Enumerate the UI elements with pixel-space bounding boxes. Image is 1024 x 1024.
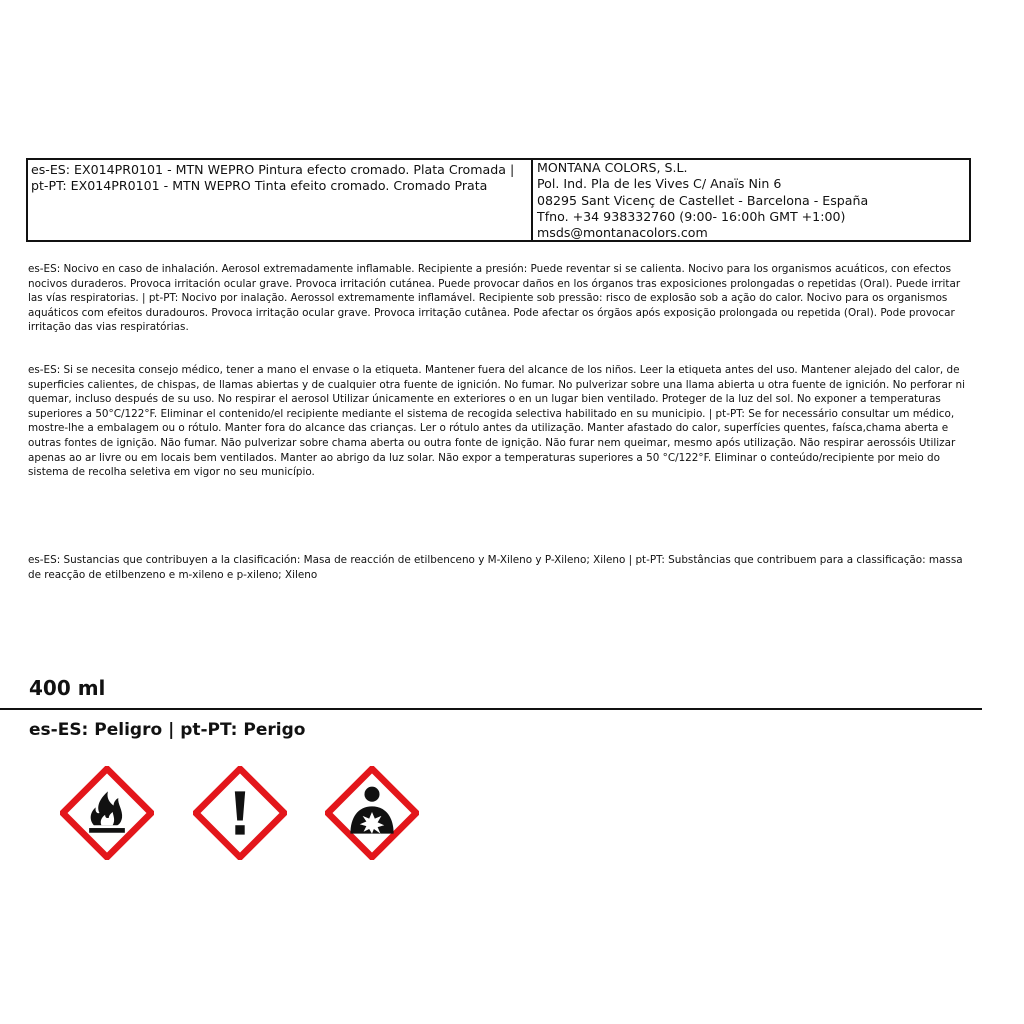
substances-contributing: es-ES: Sustancias que contribuyen a la clasificación: Masa de reacción de etilbenceno y M-Xileno y P-Xileno; Xileno | pt-PT: Substâncias que contribuem para a classificação: massa de reacção de etilbenzeno e m-xileno e p-xileno; Xileno: [28, 554, 963, 581]
hazard-statements: es-ES: Nocivo en caso de inhalación. Aerosol extremadamente inflamable. Recipiente a presión: Puede reventar si se calienta. Nocivo para los organismos acuáticos, con efectos nocivos duraderos. Provoca irritación ocular grave. Provoca irritación cutánea. Puede provocar daños en los órganos tras exposiciones prolongadas o repetidas (Oral). Puede irritar las vías respiratorias. | pt-PT: Nocivo por inalação. Aerossol extremamente inflamável. Recipiente sob pressão: risco de explosão sob a ação do calor. Nocivo para os organismos aquáticos com efeitos duradouros. Provoca irritação ocular grave. Provoca irritação cutânea. Pode afectar os órgãos após exposição prolongada ou repetida (Oral). Pode provocar irritação das vias respiratórias.: [28, 263, 961, 334]
divider: [0, 708, 982, 710]
company-email: msds@montanacolors.com: [537, 225, 708, 241]
company-address-line-2: 08295 Sant Vicenç de Castellet - Barcelona - España: [537, 192, 869, 208]
product-info-table: [26, 158, 971, 242]
exclamation-mark-icon: [193, 766, 287, 860]
signal-word: es-ES: Peligro | pt-PT: Perigo: [29, 720, 306, 740]
health-hazard-icon: [325, 766, 419, 860]
company-name: MONTANA COLORS, S.L.: [537, 160, 688, 175]
company-address-line-1: Pol. Ind. Pla de les Vives C/ Anaïs Nin 6: [537, 176, 782, 192]
product-description: es-ES: EX014PR0101 - MTN WEPRO Pintura efecto cromado. Plata Cromada | pt-PT: EX014PR0101 - MTN WEPRO Tinta efeito cromado. Cromado Prata: [28, 160, 533, 240]
supplier-info: [533, 160, 969, 240]
precautionary-statements: es-ES: Si se necesita consejo médico, tener a mano el envase o la etiqueta. Mantener fuera del alcance de los niños. Leer la etiqueta antes del uso. Mantener alejado del calor, de superficies calientes, de chispas, de llamas abiertas y de cualquier otra fuente de ignición. No fumar. No pulverizar sobre una llama abierta u otra fuente de ignición. No perforar ni quemar, incluso después de su uso. No respirar el aerosol Utilizar únicamente en exteriores o en un lugar bien ventilado. Proteger de la luz del sol. No exponer a temperaturas superiores a 50°C/122°F. Eliminar el contenido/el recipiente mediante el sistema de recogida selectiva habilitado en su municipio. | pt-PT: Se for necessário consultar um médico, mostre-lhe a embalagem ou o rótulo. Manter fora do alcance das crianças. Ler o rótulo antes da utilização. Manter afastado do calor, superfícies quentes, faísca,chama aberta e outras fontes de ignição. Não fumar. Não pulverizar sobre chama aberta ou outra fonte de ignição. Não furar nem queimar, mesmo após utilização. Não respirar aerossóis Utilizar apenas ao ar livre ou em locais bem ventilados. Manter ao abrigo da luz solar. Não expor a temperaturas superiores a 50 °C/122°F. Eliminar o conteúdo/recipiente por meio do sistema de recolha seletiva em vigor no seu município.: [28, 364, 965, 479]
flame-icon: [60, 766, 154, 860]
company-phone: Tfno. +34 938332760 (9:00- 16:00h GMT +1:00): [537, 208, 846, 224]
volume-label: 400 ml: [29, 676, 106, 700]
